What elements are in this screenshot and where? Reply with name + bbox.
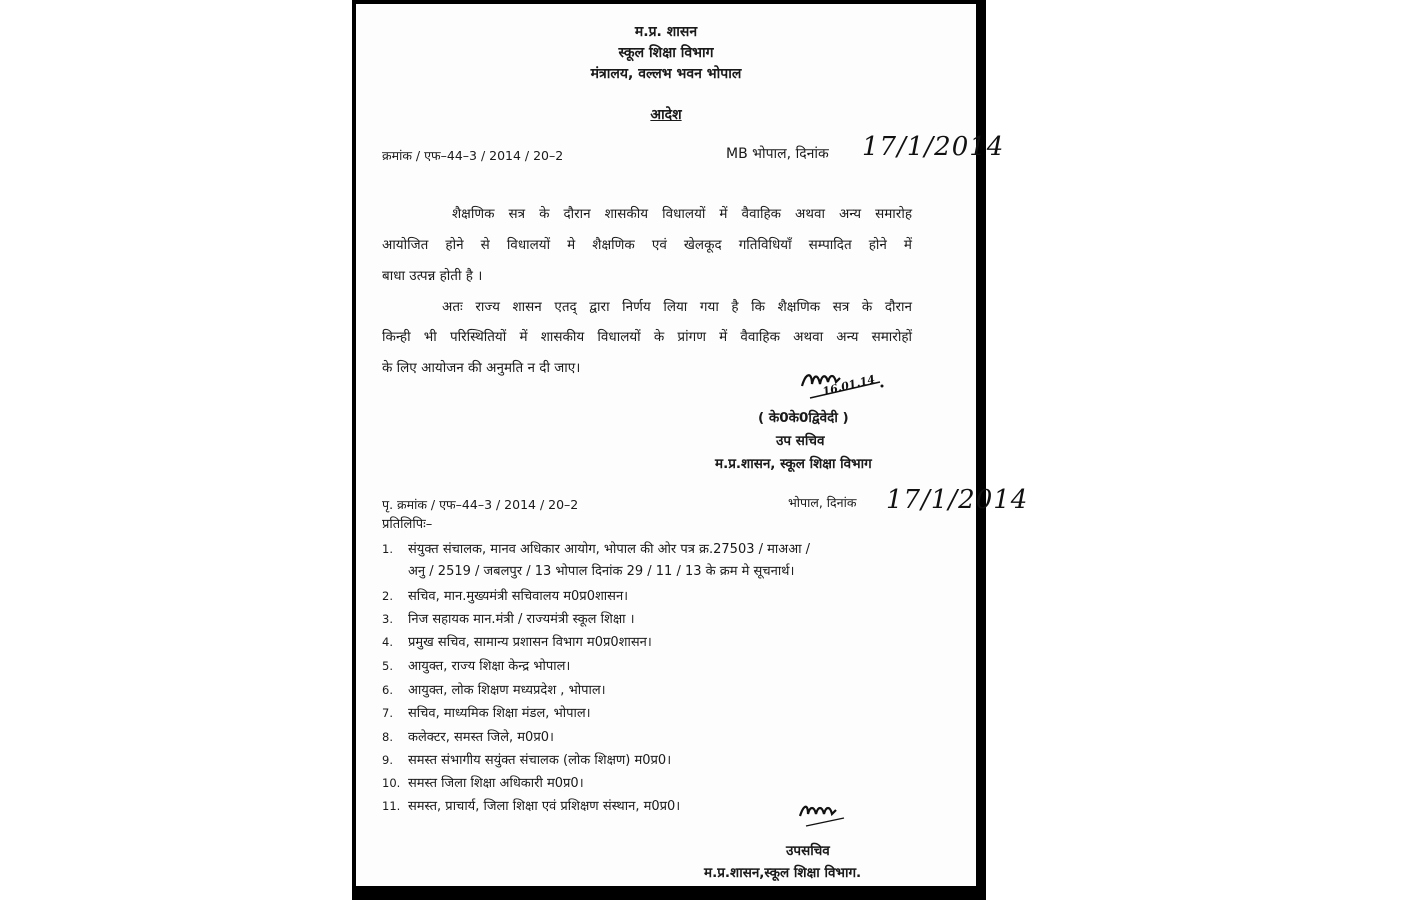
copy-item-text: प्रमुख सचिव, सामान्य प्रशासन विभाग म0प्र0शासन। xyxy=(408,635,652,650)
body-para2-line2: किन्ही भी परिस्थितियों में शासकीय विधालयों के प्रांगण में वैवाहिक अथवा अन्य समारोहों xyxy=(382,329,912,345)
copy-item-1 xyxy=(382,541,810,558)
body-para1-line1: शैक्षणिक सत्र के दौरान शासकीय विधालयों में वैवाहिक अथवा अन्य समारोह xyxy=(452,206,912,222)
header-address: मंत्रालय, वल्लभ भवन भोपाल xyxy=(590,66,742,82)
copy-item-number: 1. xyxy=(382,542,393,556)
copy-item-number: 10. xyxy=(382,776,401,790)
body-para1-line2: आयोजित होने से विधालयों मे शैक्षणिक एवं खेलकूद गतिविधियाँ सम्पादित होने में xyxy=(382,237,912,253)
signature-scribble-2 xyxy=(796,800,856,836)
copy-item-number: 9. xyxy=(382,753,393,767)
copy-item-number: 4. xyxy=(382,635,393,649)
copy-item-text: कलेक्टर, समस्त जिले, म0प्र0। xyxy=(408,730,554,745)
endorsement-number: पृ. क्रमांक / एफ–44–3 / 2014 / 20–2 xyxy=(382,497,579,512)
body-para2-line3: के लिए आयोजन की अनुमति न दी जाए। xyxy=(382,360,581,376)
copy-item-11 xyxy=(382,798,680,815)
body-para2-line1: अतः राज्य शासन एतद् द्वारा निर्णय लिया गया है कि शैक्षणिक सत्र के दौरान xyxy=(442,299,912,315)
copy-item-text: समस्त जिला शिक्षा अधिकारी म0प्र0। xyxy=(408,776,584,791)
copy-item-text: समस्त, प्राचार्य, जिला शिक्षा एवं प्रशिक्षण संस्थान, म0प्र0। xyxy=(408,799,681,814)
order-place-date-label: MB भोपाल, दिनांक xyxy=(726,146,829,162)
signature1-department: म.प्र.शासन, स्कूल शिक्षा विभाग xyxy=(715,456,872,472)
scanned-document-frame xyxy=(352,0,1029,900)
copy-item-2 xyxy=(382,588,628,605)
copy-item-5 xyxy=(382,658,570,675)
copy-item-number: 8. xyxy=(382,730,393,744)
copy-item-6 xyxy=(382,682,606,699)
header-department: स्कूल शिक्षा विभाग xyxy=(618,45,714,61)
endorsement-place-date-label: भोपाल, दिनांक xyxy=(788,495,857,510)
copy-item-text: निज सहायक मान.मंत्री / राज्यमंत्री स्कूल शिक्षा । xyxy=(408,612,635,627)
order-number: क्रमांक / एफ–44–3 / 2014 / 20–2 xyxy=(382,148,564,163)
order-date-handwritten: 17/1/2014 xyxy=(862,132,1005,162)
copy-item-4 xyxy=(382,634,652,651)
endorsement-date-handwritten: 17/1/2014 xyxy=(886,485,1029,515)
copy-item-number: 7. xyxy=(382,706,393,720)
copy-item-text: सचिव, माध्यमिक शिक्षा मंडल, भोपाल। xyxy=(408,706,591,721)
signature1-initial-date: 16.01.14 xyxy=(821,372,877,399)
copy-item-10 xyxy=(382,775,584,792)
copy-item-text: आयुक्त, राज्य शिक्षा केन्द्र भोपाल। xyxy=(408,659,571,674)
copy-item-text: आयुक्त, लोक शिक्षण मध्यप्रदेश , भोपाल। xyxy=(408,683,606,698)
copy-item-number: 11. xyxy=(382,799,401,813)
copy-item-9 xyxy=(382,752,671,769)
copy-item-text: समस्त संभागीय सयुंक्त संचालक (लोक शिक्षण) म0प्र0। xyxy=(408,753,672,768)
copy-item-1-continued xyxy=(408,564,794,580)
document-page xyxy=(356,4,1029,886)
body-para1-line3: बाधा उत्पन्न होती है । xyxy=(382,268,483,284)
copy-item-text: अनु / 2519 / जबलपुर / 13 भोपाल दिनांक 29 / 11 / 13 के क्रम मे सूचनार्थ। xyxy=(408,564,795,579)
copy-item-text: संयुक्त संचालक, मानव अधिकार आयोग, भोपाल की ओर पत्र क्र.27503 / माअआ / xyxy=(408,542,811,557)
signature2-department: म.प्र.शासन,स्कूल शिक्षा विभाग. xyxy=(704,865,862,881)
signature2-designation: उपसचिव xyxy=(786,843,830,859)
signature1-name: ( के0के0द्विवेदी ) xyxy=(758,410,849,426)
copy-item-7 xyxy=(382,705,591,722)
copy-item-number: 3. xyxy=(382,612,393,626)
copy-item-number: 5. xyxy=(382,659,393,673)
copy-item-text: सचिव, मान.मुख्यमंत्री सचिवालय म0प्र0शासन। xyxy=(408,589,629,604)
order-title: आदेश xyxy=(650,107,682,123)
copy-item-3 xyxy=(382,611,635,628)
copy-item-8 xyxy=(382,729,554,746)
copy-item-number: 2. xyxy=(382,589,393,603)
copy-to-label: प्रतिलिपिः– xyxy=(382,517,433,532)
header-government: म.प्र. शासन xyxy=(634,24,698,40)
signature1-designation: उप सचिव xyxy=(776,433,825,449)
copy-item-number: 6. xyxy=(382,683,393,697)
